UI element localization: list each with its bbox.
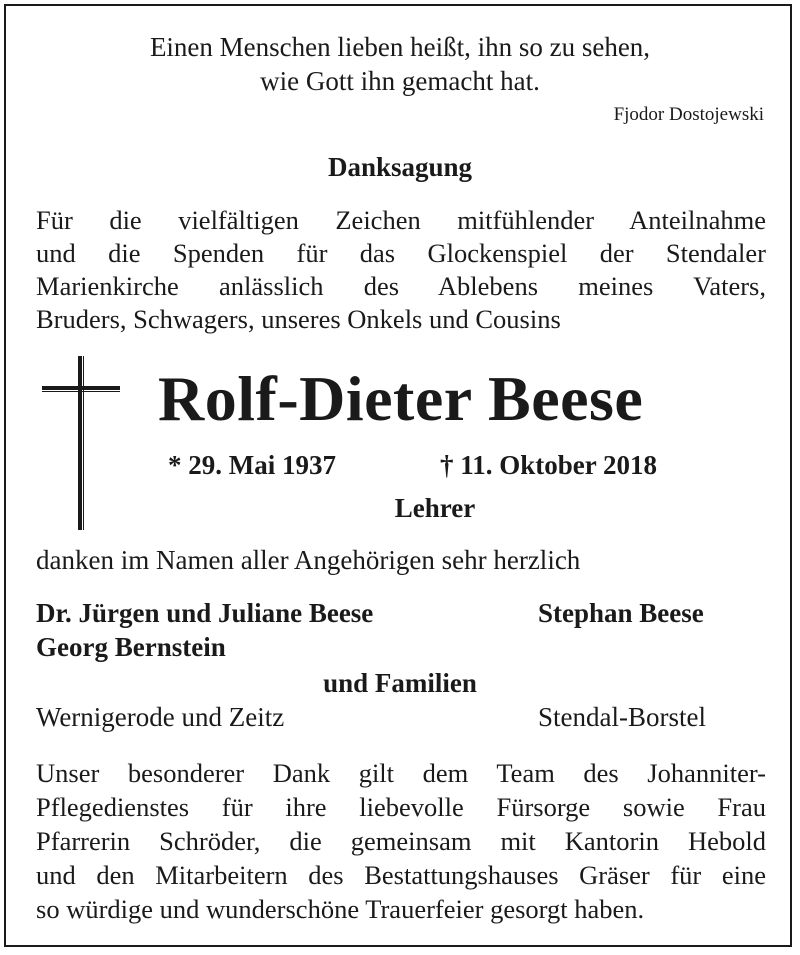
thanks-line: danken im Namen aller Angehörigen sehr herzlich	[36, 545, 581, 575]
notice-heading: Danksagung	[327, 152, 473, 182]
closing-line: so würdige und wunderschöne Trauerfeier gesorgt haben.	[36, 894, 645, 924]
deceased-name: Rolf-Dieter Beese	[158, 363, 644, 434]
birth-date: * 29. Mai 1937	[168, 450, 336, 480]
mourner-right-1: Stephan Beese	[538, 598, 704, 628]
mourners-families: und Familien	[323, 668, 477, 698]
mourner-left-place: Wernigerode und Zeitz	[36, 702, 285, 732]
closing-line: Pfarrerin Schröder, die gemeinsam mit Kantorin Hebold	[36, 826, 766, 856]
quote-line-2: wie Gott ihn gemacht hat.	[260, 66, 540, 96]
intro-line: und die Spenden für das Glockenspiel der Stendaler	[36, 238, 766, 268]
deceased-profession: Lehrer	[394, 493, 476, 523]
mourner-right-place: Stendal-Borstel	[538, 702, 706, 732]
intro-line: Bruders, Schwagers, unseres Onkels und Cousins	[36, 304, 561, 334]
mourner-left-2: Georg Bernstein	[36, 632, 226, 662]
intro-line: Marienkirche anlässlich des Ablebens meines Vaters,	[36, 271, 766, 301]
death-date: † 11. Oktober 2018	[440, 450, 658, 480]
closing-paragraph	[36, 756, 766, 926]
quote-line-1: Einen Menschen lieben heißt, ihn so zu sehen,	[149, 32, 651, 62]
closing-line: und den Mitarbeitern des Bestattungshauses Gräser für eine	[36, 860, 766, 890]
closing-line: Unser besonderer Dank gilt dem Team des Johanniter-	[36, 758, 766, 788]
mourner-left-1: Dr. Jürgen und Juliane Beese	[36, 598, 374, 628]
closing-line: Pflegedienstes für ihre liebevolle Fürsorge sowie Frau	[36, 792, 766, 822]
quote-author: Fjodor Dostojewski	[613, 104, 764, 125]
cross-horizontal-bar	[42, 386, 120, 390]
intro-line: Für die vielfältigen Zeichen mitfühlender Anteilnahme	[36, 205, 766, 235]
intro-paragraph	[36, 204, 766, 336]
